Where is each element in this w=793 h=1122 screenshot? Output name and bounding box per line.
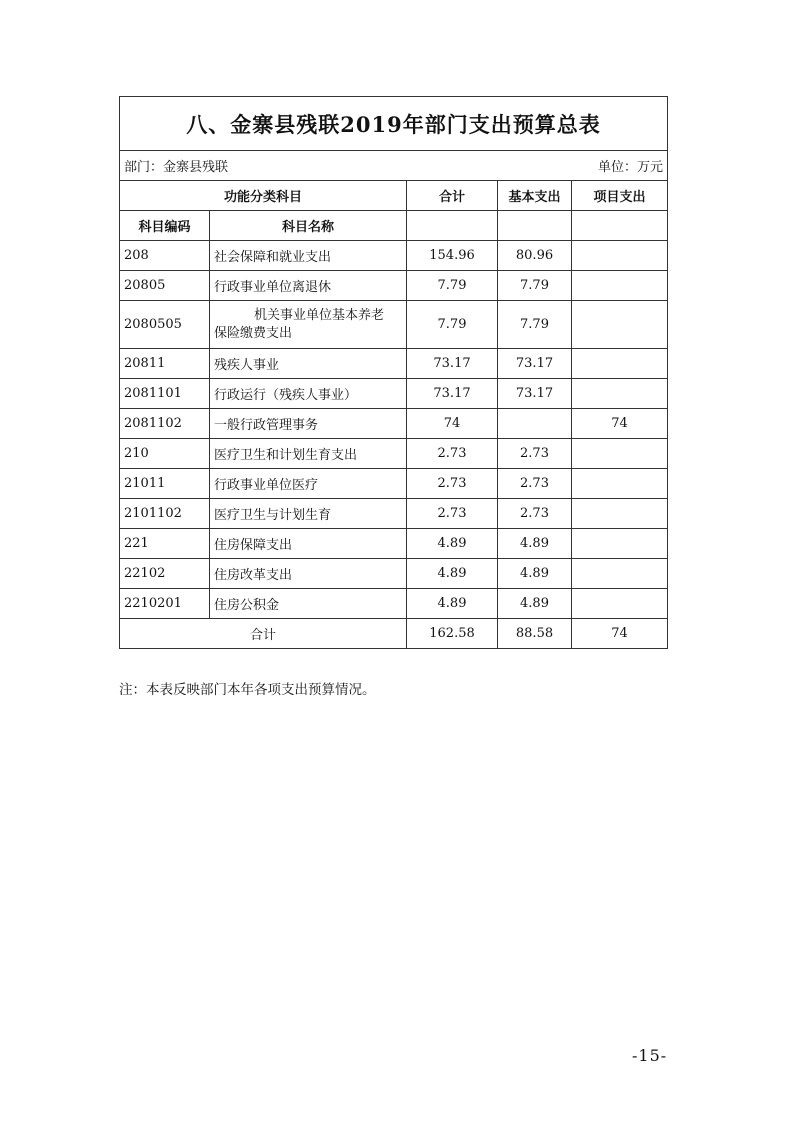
table-row [120,241,668,271]
row-name: 行政事业单位医疗 [210,469,407,499]
row-basic [498,409,572,439]
header-total: 合计 [407,181,498,211]
table-row [120,469,668,499]
row-basic: 4.89 [498,589,572,619]
row-basic: 73.17 [498,349,572,379]
total-row [120,619,668,649]
row-basic: 2.73 [498,499,572,529]
row-basic: 7.79 [498,301,572,349]
footnote: 注：本表反映部门本年各项支出预算情况。 [119,682,376,698]
row-code: 210 [120,439,210,469]
row-name [210,301,407,349]
total-label: 合计 [120,619,407,649]
row-basic: 7.79 [498,271,572,301]
table-row [120,559,668,589]
header-func-class: 功能分类科目 [120,181,407,211]
header-empty [498,211,572,241]
header-empty [407,211,498,241]
unit-label: 单位：万元 [598,160,664,175]
table-row [120,349,668,379]
table-title: 八、金寨县残联2019年部门支出预算总表 [120,97,668,151]
table-row [120,499,668,529]
row-project [572,241,668,271]
row-name-line1: 机关事业单位基本养老 [254,307,385,323]
row-name: 行政运行（残疾人事业） [210,379,407,409]
row-basic: 4.89 [498,559,572,589]
department-label: 部门：金寨县残联 [124,160,229,175]
table-row [120,379,668,409]
table-row [120,589,668,619]
row-basic: 4.89 [498,529,572,559]
row-total: 4.89 [407,559,498,589]
row-total: 73.17 [407,349,498,379]
row-total: 7.79 [407,301,498,349]
row-code: 21011 [120,469,210,499]
row-basic: 80.96 [498,241,572,271]
row-name: 残疾人事业 [210,349,407,379]
row-code: 20811 [120,349,210,379]
total-amount: 162.58 [407,619,498,649]
row-name: 社会保障和就业支出 [210,241,407,271]
row-name: 一般行政管理事务 [210,409,407,439]
row-total: 2.73 [407,469,498,499]
page-number: -15- [632,1046,668,1065]
table-row [120,409,668,439]
row-code: 2080505 [120,301,210,349]
table-row [120,271,668,301]
row-name: 住房公积金 [210,589,407,619]
header-name: 科目名称 [210,211,407,241]
row-code: 208 [120,241,210,271]
row-basic: 2.73 [498,439,572,469]
row-total: 154.96 [407,241,498,271]
header-basic: 基本支出 [498,181,572,211]
row-project [572,529,668,559]
row-code: 22102 [120,559,210,589]
header-empty [572,211,668,241]
total-project: 74 [572,619,668,649]
table-row [120,439,668,469]
row-total: 7.79 [407,271,498,301]
meta-row [120,151,668,181]
row-project [572,439,668,469]
row-code: 221 [120,529,210,559]
row-total: 74 [407,409,498,439]
row-project [572,379,668,409]
total-basic: 88.58 [498,619,572,649]
row-code: 20805 [120,271,210,301]
row-project [572,349,668,379]
row-code: 2081101 [120,379,210,409]
table-row [120,301,668,349]
row-total: 2.73 [407,439,498,469]
budget-table [119,96,668,649]
row-project [572,469,668,499]
row-basic: 2.73 [498,469,572,499]
row-project [572,271,668,301]
row-code: 2101102 [120,499,210,529]
row-name: 行政事业单位离退休 [210,271,407,301]
row-project [572,499,668,529]
row-total: 2.73 [407,499,498,529]
row-name-line2: 保险缴费支出 [214,325,293,341]
row-total: 73.17 [407,379,498,409]
row-code: 2081102 [120,409,210,439]
row-code: 2210201 [120,589,210,619]
row-name: 住房改革支出 [210,559,407,589]
header-code: 科目编码 [120,211,210,241]
row-project [572,301,668,349]
row-project: 74 [572,409,668,439]
table-row [120,529,668,559]
row-project [572,589,668,619]
row-name: 医疗卫生和计划生育支出 [210,439,407,469]
row-name: 医疗卫生与计划生育 [210,499,407,529]
header-project: 项目支出 [572,181,668,211]
row-basic: 73.17 [498,379,572,409]
row-total: 4.89 [407,529,498,559]
row-name: 住房保障支出 [210,529,407,559]
row-project [572,559,668,589]
row-total: 4.89 [407,589,498,619]
